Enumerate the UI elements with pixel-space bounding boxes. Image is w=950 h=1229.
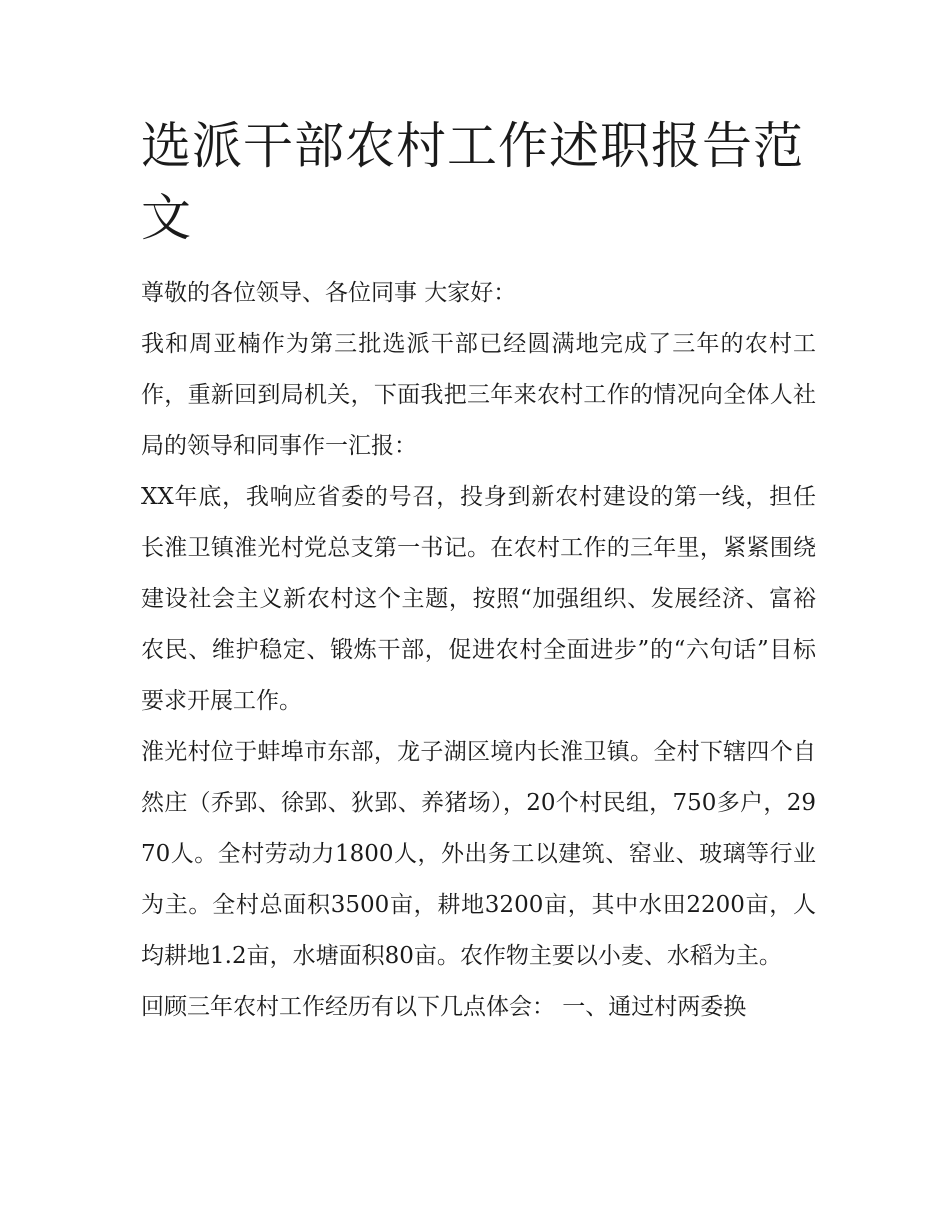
- intro-paragraph: 我和周亚楠作为第三批选派干部已经圆满地完成了三年的农村工作，重新回到局机关，下面我把三年来农村工作的情况向全体人社局的领导和同事作一汇报：: [141, 331, 816, 459]
- document-title: 选派干部农村工作述职报告范文: [141, 117, 804, 247]
- village-info-paragraph: 淮光村位于蚌埠市东部，龙子湖区境内长淮卫镇。全村下辖四个自然庄（乔郢、徐郢、狄郢、养猪场），20个村民组，750多户，2970人。全村劳动力1800人，外出务工以建筑、窑业、玻璃等行业为主。全村总面积3500亩，耕地3200亩，其中水田2200亩，人均耕地1.2亩，水塘面积80亩。农作物主要以小麦、水稻为主。: [141, 739, 816, 969]
- document-page: [141, 110, 816, 1033]
- greeting-paragraph: 尊敬的各位领导、各位同事 大家好：: [141, 280, 517, 306]
- reflection-paragraph: 回顾三年农村工作经历有以下几点体会： 一、通过村两委换: [141, 994, 747, 1020]
- background-paragraph: XX年底，我响应省委的号召，投身到新农村建设的第一线，担任长淮卫镇淮光村党总支第一书记。在农村工作的三年里，紧紧围绕建设社会主义新农村这个主题，按照“加强组织、发展经济、富裕农民、维护稳定、锻炼干部，促进农村全面进步”的“六句话”目标要求开展工作。: [141, 484, 816, 714]
